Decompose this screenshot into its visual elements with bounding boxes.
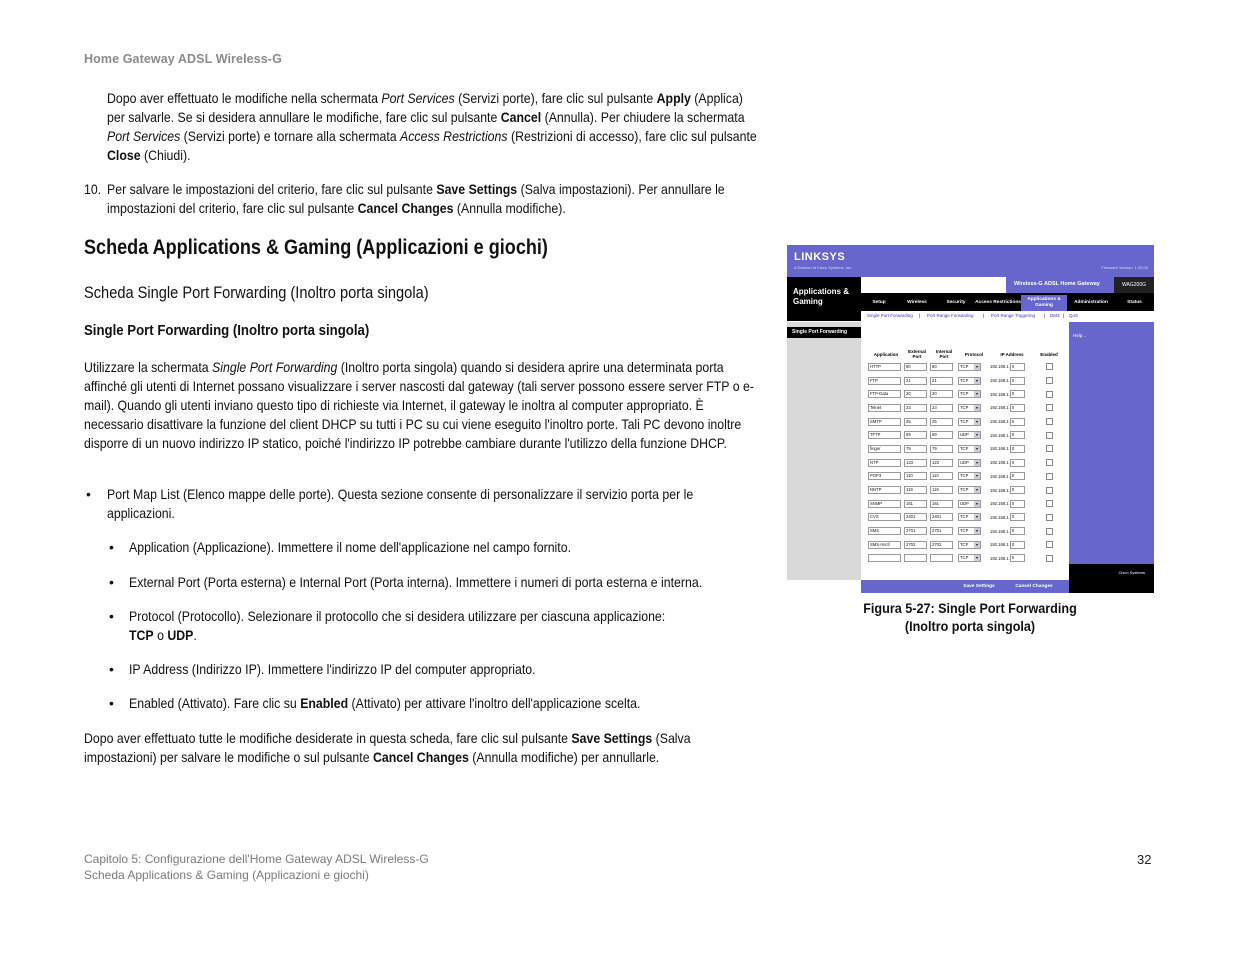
ip-last-octet-input[interactable]: 0 bbox=[1010, 390, 1025, 398]
text: Per salvare le impostazioni del criterio, fare clic sul pulsante bbox=[107, 181, 437, 197]
subtab-dmz[interactable]: DMZ bbox=[1050, 313, 1060, 318]
chevron-down-icon: ▾ bbox=[975, 528, 978, 534]
footer bbox=[84, 851, 429, 883]
ip-address-field bbox=[990, 486, 1034, 494]
ip-last-octet-input[interactable]: 0 bbox=[1010, 445, 1025, 453]
col-application: Application bbox=[873, 351, 899, 357]
col-ip-address: IP Address bbox=[1000, 351, 1024, 357]
sub-tabs bbox=[861, 311, 1154, 322]
ip-last-octet-input[interactable]: 0 bbox=[1010, 431, 1025, 439]
product-name: Wireless-G ADSL Home Gateway bbox=[1014, 281, 1100, 287]
ip-address-field bbox=[990, 554, 1034, 562]
text-bold: Cancel Changes bbox=[357, 200, 454, 216]
table-row bbox=[868, 401, 1064, 415]
protocol-select[interactable] bbox=[958, 459, 981, 467]
application-input[interactable]: NTP bbox=[868, 459, 901, 467]
internal-port-input[interactable]: 20 bbox=[930, 390, 953, 398]
text: Utilizzare la schermata bbox=[84, 359, 213, 375]
text: . bbox=[193, 627, 197, 643]
internal-port-input[interactable]: 79 bbox=[930, 445, 953, 453]
text: (Servizi porte), fare clic sul pulsante bbox=[454, 90, 657, 106]
ip-prefix: 192.168.1. bbox=[990, 473, 1010, 479]
figure-caption bbox=[858, 599, 1083, 635]
text-bold: Save Settings bbox=[436, 181, 518, 197]
ip-prefix: 192.168.1. bbox=[990, 501, 1010, 507]
ip-address-field bbox=[990, 472, 1034, 480]
ip-address-field bbox=[990, 390, 1034, 398]
text: (Salva impostazioni) per salvare le modifiche o sul pulsante bbox=[84, 730, 691, 765]
internal-port-input[interactable]: 119 bbox=[930, 486, 953, 494]
chevron-down-icon: ▾ bbox=[975, 391, 978, 397]
text: o bbox=[153, 627, 168, 643]
protocol-select[interactable] bbox=[958, 404, 981, 412]
table-row bbox=[868, 415, 1064, 429]
enabled-checkbox[interactable] bbox=[1046, 432, 1053, 439]
protocol-select[interactable] bbox=[958, 472, 981, 480]
external-port-input[interactable]: 20 bbox=[904, 390, 927, 398]
ip-last-octet-input[interactable]: 0 bbox=[1010, 527, 1025, 535]
protocol-value: TCP bbox=[960, 528, 969, 534]
text: (Annulla). Per chiudere la schermata bbox=[541, 109, 745, 125]
subtab-single-port-forwarding[interactable]: Single Port Forwarding bbox=[867, 313, 913, 318]
text: (Applica) per salvarle. Se si desidera annullare le modifiche, fare clic sul pulsante bbox=[107, 90, 743, 125]
ip-last-octet-input[interactable]: 0 bbox=[1010, 554, 1025, 562]
port-map-table bbox=[868, 348, 1064, 565]
text: Dopo aver effettuato le modifiche nella schermata bbox=[107, 90, 382, 106]
table-row bbox=[868, 483, 1064, 497]
text: Protocol (Protocollo). Selezionare il protocollo che si desidera utilizzare per ciascuna applicazione: bbox=[129, 608, 666, 624]
step-number: 10. bbox=[84, 181, 102, 197]
ip-address-field bbox=[990, 363, 1034, 371]
protocol-value: TCP bbox=[960, 377, 969, 383]
ip-prefix: 192.168.1. bbox=[990, 391, 1010, 397]
logo-subtitle: A Division of Cisco Systems, Inc. bbox=[794, 265, 853, 270]
firmware-version: Firmware Version: 1.00.00 bbox=[1101, 265, 1148, 270]
table-row bbox=[868, 387, 1064, 401]
internal-port-input[interactable]: 161 bbox=[930, 500, 953, 508]
protocol-value: TCP bbox=[960, 473, 969, 479]
enabled-checkbox[interactable] bbox=[1046, 418, 1053, 425]
enabled-checkbox[interactable] bbox=[1046, 445, 1053, 452]
bullet-ip-address: IP Address (Indirizzo IP). Immettere l'indirizzo IP del computer appropriato. bbox=[129, 661, 536, 677]
protocol-select[interactable] bbox=[958, 418, 981, 426]
application-input[interactable]: finger bbox=[868, 445, 901, 453]
ip-last-octet-input[interactable]: 0 bbox=[1010, 459, 1025, 467]
text: (Chiudi). bbox=[140, 147, 191, 163]
protocol-select[interactable] bbox=[958, 513, 981, 521]
chevron-down-icon: ▾ bbox=[975, 377, 978, 383]
text: (Inoltro porta singola) quando si desidera aprire una determinata porta affinché gli utenti di Internet possano visualizzare i server nascosti dal gateway (tali server possono essere server FTP o e-mail). Quando gli utenti inviano questo tipo di richieste via Internet, il gateway le inoltra al computer appropriato. È necessario disattivare la funzione del client DHCP su tutti i PC su cui viene eseguito l'inoltro porte. Tali PC devono inoltre disporre di un nuovo indirizzo IP statico, poiché l'indirizzo IP potrebbe cambiare durante l'utilizzo della funzione DHCP. bbox=[84, 359, 754, 451]
internal-port-input[interactable]: 21 bbox=[930, 377, 953, 385]
application-input[interactable]: SMS-rmctl bbox=[868, 541, 901, 549]
ip-last-octet-input[interactable]: 0 bbox=[1010, 513, 1025, 521]
internal-port-input[interactable]: 80 bbox=[930, 363, 953, 371]
ip-address-field bbox=[990, 541, 1034, 549]
model-number: WAG200G bbox=[1114, 277, 1154, 293]
application-input[interactable]: NNTP bbox=[868, 486, 901, 494]
application-input[interactable]: SMS bbox=[868, 527, 901, 535]
text: (Annulla modifiche) per annullarle. bbox=[468, 749, 660, 765]
protocol-value: UDP bbox=[960, 459, 969, 465]
section-title: Scheda Applications & Gaming (Applicazioni e giochi) bbox=[84, 236, 548, 259]
text-bold: TCP bbox=[129, 627, 154, 643]
ip-last-octet-input[interactable]: 0 bbox=[1010, 363, 1025, 371]
table-row bbox=[868, 552, 1064, 566]
linksys-logo: LINKSYS bbox=[794, 251, 846, 263]
intro-paragraph bbox=[107, 89, 763, 165]
text: (Servizi porte) e tornare alla schermata bbox=[180, 128, 401, 144]
internal-port-input[interactable]: 69 bbox=[930, 431, 953, 439]
protocol-value: TCP bbox=[960, 541, 969, 547]
table-row bbox=[868, 360, 1064, 374]
tab-security[interactable]: Security bbox=[946, 300, 966, 305]
side-panel bbox=[787, 322, 861, 580]
ip-address-field bbox=[990, 431, 1034, 439]
enabled-checkbox[interactable] bbox=[1046, 487, 1053, 494]
text: (Annulla modifiche). bbox=[453, 200, 566, 216]
application-input[interactable]: HTTP bbox=[868, 363, 901, 371]
subtab-qos[interactable]: QoS bbox=[1069, 313, 1079, 318]
ip-prefix: 192.168.1. bbox=[990, 364, 1010, 370]
protocol-select[interactable] bbox=[958, 500, 981, 508]
table-row bbox=[868, 428, 1064, 442]
chevron-down-icon: ▾ bbox=[975, 363, 978, 369]
ip-last-octet-input[interactable]: 0 bbox=[1010, 486, 1025, 494]
table-row bbox=[868, 470, 1064, 484]
bullet-ports: External Port (Porta esterna) e Internal Port (Porta interna). Immettere i numeri di porta esterna e interna. bbox=[129, 574, 703, 590]
bullet-glyph: • bbox=[109, 574, 114, 590]
enabled-checkbox[interactable] bbox=[1046, 473, 1053, 480]
internal-port-input[interactable]: 25 bbox=[930, 418, 953, 426]
enabled-checkbox[interactable] bbox=[1046, 528, 1053, 535]
tab-applications-gaming[interactable]: Applications & Gaming bbox=[1021, 295, 1067, 311]
internal-port-input[interactable]: 2701 bbox=[930, 527, 953, 535]
ip-address-field bbox=[990, 513, 1034, 521]
protocol-select[interactable] bbox=[958, 541, 981, 549]
chevron-down-icon: ▾ bbox=[975, 418, 978, 424]
side-heading: Single Port Forwarding bbox=[787, 327, 861, 338]
text: Dopo aver effettuato tutte le modifiche desiderate in questa scheda, fare clic sul pulsante bbox=[84, 730, 572, 746]
subtab-port-range-forwarding[interactable]: Port Range Forwarding bbox=[927, 313, 974, 318]
bullet-application: Application (Applicazione). Immettere il nome dell'applicazione nel campo fornito. bbox=[129, 539, 571, 555]
chevron-down-icon: ▾ bbox=[975, 404, 978, 410]
col-internal-port: Internal Port bbox=[935, 349, 953, 359]
subtab-separator: | bbox=[1044, 313, 1046, 318]
text-bold: UDP bbox=[167, 627, 194, 643]
application-input[interactable]: Telnet bbox=[868, 404, 901, 412]
enabled-checkbox[interactable] bbox=[1046, 500, 1053, 507]
internal-port-input[interactable]: 23 bbox=[930, 404, 953, 412]
external-port-input[interactable]: 79 bbox=[904, 445, 927, 453]
external-port-input[interactable] bbox=[904, 554, 927, 562]
cisco-bar bbox=[1069, 564, 1154, 593]
ip-prefix: 192.168.1. bbox=[990, 528, 1010, 534]
section-subsubtitle: Single Port Forwarding (Inoltro porta singola) bbox=[84, 322, 370, 339]
ip-prefix: 192.168.1. bbox=[990, 460, 1010, 466]
external-port-input[interactable]: 21 bbox=[904, 377, 927, 385]
external-port-input[interactable]: 119 bbox=[904, 486, 927, 494]
ip-prefix: 192.168.1. bbox=[990, 432, 1010, 438]
caption-line-1: Figura 5-27: Single Port Forwarding bbox=[863, 600, 1077, 616]
subtab-separator: | bbox=[983, 313, 985, 318]
text-bold: Enabled bbox=[300, 695, 349, 711]
ip-last-octet-input[interactable]: 0 bbox=[1010, 541, 1025, 549]
ip-last-octet-input[interactable]: 0 bbox=[1010, 377, 1025, 385]
external-port-input[interactable]: 69 bbox=[904, 431, 927, 439]
save-settings-button[interactable]: Save Settings bbox=[963, 584, 995, 589]
chevron-down-icon: ▾ bbox=[975, 541, 978, 547]
col-enabled: Enabled bbox=[1040, 351, 1058, 357]
enabled-checkbox[interactable] bbox=[1046, 555, 1053, 562]
bullet-glyph: • bbox=[109, 695, 114, 711]
external-port-input[interactable]: 123 bbox=[904, 459, 927, 467]
footer-chapter: Capitolo 5: Configurazione dell'Home Gateway ADSL Wireless-G bbox=[84, 852, 429, 866]
protocol-select[interactable] bbox=[958, 445, 981, 453]
ip-prefix: 192.168.1. bbox=[990, 378, 1010, 384]
ip-prefix: 192.168.1. bbox=[990, 419, 1010, 425]
cisco-logo: Cisco Systems bbox=[1118, 570, 1145, 575]
ip-address-field bbox=[990, 418, 1034, 426]
table-row bbox=[868, 456, 1064, 470]
tab-setup[interactable]: Setup bbox=[872, 300, 886, 305]
chevron-down-icon: ▾ bbox=[975, 514, 978, 520]
bullet-glyph: • bbox=[109, 539, 114, 555]
external-port-input[interactable]: 2401 bbox=[904, 513, 927, 521]
enabled-checkbox[interactable] bbox=[1046, 391, 1053, 398]
body-paragraph bbox=[84, 358, 762, 453]
text-bold: Close bbox=[107, 147, 141, 163]
col-external-port: External Port bbox=[908, 349, 926, 359]
table-row bbox=[868, 511, 1064, 525]
chevron-down-icon: ▾ bbox=[975, 487, 978, 493]
application-input[interactable]: FTP bbox=[868, 377, 901, 385]
protocol-select[interactable] bbox=[958, 527, 981, 535]
col-protocol: Protocol bbox=[964, 351, 984, 357]
bullet-glyph: • bbox=[86, 486, 91, 502]
protocol-select[interactable] bbox=[958, 431, 981, 439]
help-column bbox=[1069, 322, 1154, 580]
text-bold: Cancel Changes bbox=[372, 749, 469, 765]
internal-port-input[interactable]: 2702 bbox=[930, 541, 953, 549]
ip-address-field bbox=[990, 459, 1034, 467]
ip-last-octet-input[interactable]: 0 bbox=[1010, 404, 1025, 412]
application-input[interactable]: FTP-Data bbox=[868, 390, 901, 398]
protocol-value: TCP bbox=[960, 363, 969, 369]
application-input[interactable]: POP3 bbox=[868, 472, 901, 480]
table-row bbox=[868, 374, 1064, 388]
text-bold: Apply bbox=[656, 90, 691, 106]
page-number: 32 bbox=[1137, 852, 1152, 867]
running-header: Home Gateway ADSL Wireless-G bbox=[84, 52, 282, 66]
text: (Salva impostazioni). Per annullare le impostazioni del criterio, fare clic sul pulsante bbox=[107, 181, 725, 216]
external-port-input[interactable]: 80 bbox=[904, 363, 927, 371]
enabled-checkbox[interactable] bbox=[1046, 363, 1053, 370]
figure-screenshot bbox=[787, 245, 1154, 593]
external-port-input[interactable]: 110 bbox=[904, 472, 927, 480]
chevron-down-icon: ▾ bbox=[975, 473, 978, 479]
protocol-select[interactable] bbox=[958, 554, 981, 562]
internal-port-input[interactable]: 110 bbox=[930, 472, 953, 480]
ip-prefix: 192.168.1. bbox=[990, 542, 1010, 548]
left-title: Applications & Gaming bbox=[787, 277, 861, 321]
chevron-down-icon: ▾ bbox=[975, 432, 978, 438]
protocol-value: TCP bbox=[960, 404, 969, 410]
ip-prefix: 192.168.1. bbox=[990, 446, 1010, 452]
table-row bbox=[868, 524, 1064, 538]
internal-port-input[interactable]: 2401 bbox=[930, 513, 953, 521]
chevron-down-icon: ▾ bbox=[975, 445, 978, 451]
text: Enabled (Attivato). Fare clic su bbox=[129, 695, 301, 711]
ip-address-field bbox=[990, 445, 1034, 453]
table-body bbox=[868, 360, 1064, 565]
enabled-checkbox[interactable] bbox=[1046, 541, 1053, 548]
ip-prefix: 192.168.1. bbox=[990, 405, 1010, 411]
external-port-input[interactable]: 161 bbox=[904, 500, 927, 508]
text-bold: Cancel bbox=[500, 109, 542, 125]
tab-access-restrictions[interactable]: Access Restrictions bbox=[975, 300, 1021, 305]
protocol-select[interactable] bbox=[958, 377, 981, 385]
table-row bbox=[868, 497, 1064, 511]
text-italic: Single Port Forwarding bbox=[212, 359, 338, 375]
chevron-down-icon: ▾ bbox=[975, 500, 978, 506]
bullet-port-map-list: Port Map List (Elenco mappe delle porte). Questa sezione consente di personalizzare il servizio porta per le applicazioni. bbox=[107, 486, 694, 521]
ip-prefix: 192.168.1. bbox=[990, 555, 1010, 561]
main-tabs bbox=[861, 295, 1154, 311]
external-port-input[interactable]: 2702 bbox=[904, 541, 927, 549]
external-port-input[interactable]: 23 bbox=[904, 404, 927, 412]
text-bold: Save Settings bbox=[571, 730, 653, 746]
tab-administration[interactable]: Administration bbox=[1074, 300, 1108, 305]
footer-section: Scheda Applications & Gaming (Applicazioni e giochi) bbox=[84, 868, 369, 882]
ip-last-octet-input[interactable]: 0 bbox=[1010, 500, 1025, 508]
protocol-value: UDP bbox=[960, 432, 969, 438]
application-input[interactable] bbox=[868, 554, 901, 562]
protocol-value: TCP bbox=[960, 391, 969, 397]
enabled-checkbox[interactable] bbox=[1046, 514, 1053, 521]
text: (Attivato) per attivare l'inoltro dell'applicazione scelta. bbox=[348, 695, 641, 711]
application-input[interactable]: TFTP bbox=[868, 431, 901, 439]
subtab-separator: | bbox=[919, 313, 921, 318]
step-10-paragraph bbox=[107, 180, 741, 218]
application-input[interactable]: CVS bbox=[868, 513, 901, 521]
subtab-separator: | bbox=[1063, 313, 1065, 318]
chevron-down-icon: ▾ bbox=[975, 555, 978, 561]
bullet-protocol bbox=[129, 607, 763, 645]
ip-address-field bbox=[990, 404, 1034, 412]
protocol-value: TCP bbox=[960, 445, 969, 451]
text: (Restrizioni di accesso), fare clic sul pulsante bbox=[507, 128, 757, 144]
internal-port-input[interactable]: 123 bbox=[930, 459, 953, 467]
caption-line-2: (Inoltro porta singola) bbox=[904, 618, 1036, 634]
external-port-input[interactable]: 2701 bbox=[904, 527, 927, 535]
enabled-checkbox[interactable] bbox=[1046, 459, 1053, 466]
closing-paragraph bbox=[84, 729, 757, 767]
ip-prefix: 192.168.1. bbox=[990, 514, 1010, 520]
text-italic: Port Services bbox=[381, 90, 455, 106]
bullet-glyph: • bbox=[109, 608, 114, 624]
section-subtitle: Scheda Single Port Forwarding (Inoltro porta singola) bbox=[84, 283, 429, 302]
bullet-glyph: • bbox=[109, 661, 114, 677]
text-italic: Access Restrictions bbox=[400, 128, 508, 144]
external-port-input[interactable]: 25 bbox=[904, 418, 927, 426]
protocol-select[interactable] bbox=[958, 363, 981, 371]
ip-address-field bbox=[990, 500, 1034, 508]
protocol-value: TCP bbox=[960, 514, 969, 520]
table-row bbox=[868, 538, 1064, 552]
application-input[interactable]: SNMP bbox=[868, 500, 901, 508]
cancel-changes-button[interactable]: Cancel Changes bbox=[1015, 584, 1053, 589]
ip-prefix: 192.168.1. bbox=[990, 487, 1010, 493]
bullet-enabled bbox=[129, 694, 815, 713]
protocol-select[interactable] bbox=[958, 486, 981, 494]
product-bar bbox=[861, 277, 1154, 293]
text-italic: Port Services bbox=[107, 128, 181, 144]
subtab-port-range-triggering[interactable]: Port Range Triggering bbox=[991, 313, 1036, 318]
application-input[interactable]: SMTP bbox=[868, 418, 901, 426]
enabled-checkbox[interactable] bbox=[1046, 377, 1053, 384]
protocol-select[interactable] bbox=[958, 390, 981, 398]
protocol-value: TCP bbox=[960, 555, 969, 561]
protocol-value: TCP bbox=[960, 487, 969, 493]
enabled-checkbox[interactable] bbox=[1046, 404, 1053, 411]
table-row bbox=[868, 442, 1064, 456]
protocol-value: TCP bbox=[960, 418, 969, 424]
ip-address-field bbox=[990, 527, 1034, 535]
tab-wireless[interactable]: Wireless bbox=[907, 300, 927, 305]
tab-status[interactable]: Status bbox=[1127, 300, 1142, 305]
ip-last-octet-input[interactable]: 0 bbox=[1010, 418, 1025, 426]
help-link[interactable]: Help... bbox=[1073, 333, 1087, 338]
chevron-down-icon: ▾ bbox=[975, 459, 978, 465]
internal-port-input[interactable] bbox=[930, 554, 953, 562]
ip-address-field bbox=[990, 377, 1034, 385]
protocol-value: UDP bbox=[960, 500, 969, 506]
ip-last-octet-input[interactable]: 0 bbox=[1010, 472, 1025, 480]
